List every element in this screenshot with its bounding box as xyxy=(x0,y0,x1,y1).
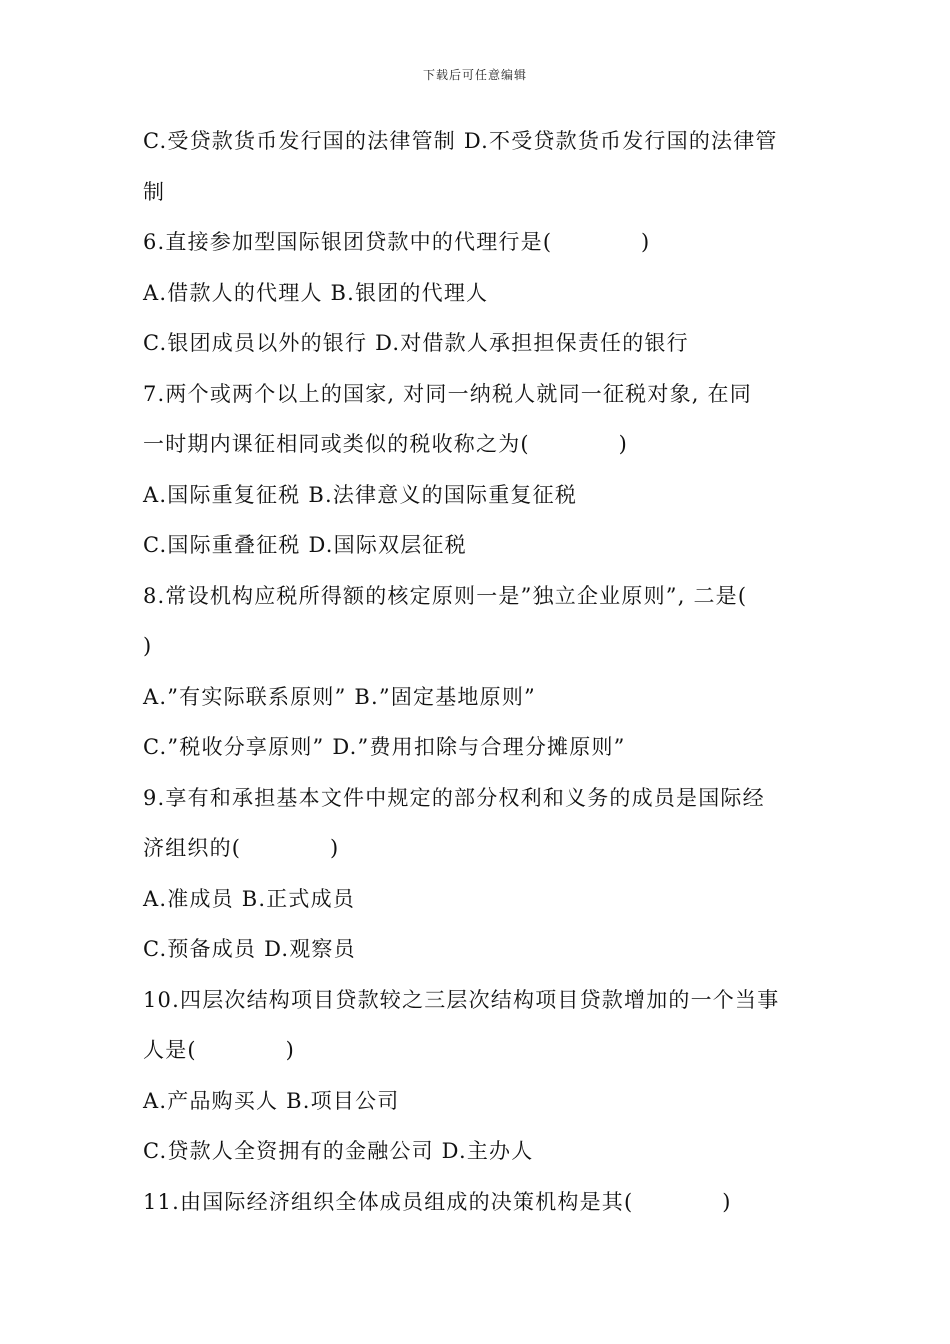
option-line: A.借款人的代理人 B.银团的代理人 xyxy=(143,280,489,305)
text-line: 济组织的( ) xyxy=(143,836,340,860)
text-line: 制 xyxy=(143,179,166,204)
option-line: A.准成员 B.正式成员 xyxy=(143,886,356,911)
text-line: 人是( ) xyxy=(143,1038,295,1062)
question-8: 8.常设机构应税所得额的核定原则一是”独立企业原则”, 二是( xyxy=(143,583,748,608)
option-line: C.预备成员 D.观察员 xyxy=(143,937,356,961)
question-11: 11.由国际经济组织全体成员组成的决策机构是其( ) xyxy=(143,1189,732,1214)
option-line: A.国际重复征税 B.法律意义的国际重复征税 xyxy=(143,482,578,507)
question-10: 10.四层次结构项目贷款较之三层次结构项目贷款增加的一个当事 xyxy=(143,987,780,1012)
text-line: C.受贷款货币发行国的法律管制 D.不受贷款货币发行国的法律管 xyxy=(143,129,778,153)
option-line: C.银团成员以外的银行 D.对借款人承担担保责任的银行 xyxy=(143,331,689,355)
text-line: 一时期内课征相同或类似的税收称之为( ) xyxy=(143,432,628,456)
option-line: C.国际重叠征税 D.国际双层征税 xyxy=(143,533,467,557)
page-header: 下载后可任意编辑 xyxy=(422,68,527,82)
question-6: 6.直接参加型国际银团贷款中的代理行是( ) xyxy=(143,230,651,254)
question-7: 7.两个或两个以上的国家, 对同一纳税人就同一征税对象, 在同 xyxy=(143,381,752,406)
option-line: A.产品购买人 B.项目公司 xyxy=(143,1088,400,1113)
document-body xyxy=(143,116,813,1227)
option-line: C.贷款人全资拥有的金融公司 D.主办人 xyxy=(143,1139,534,1163)
option-line: C.”税收分享原则” D.”费用扣除与合理分摊原则” xyxy=(143,735,626,759)
text-line: ) xyxy=(143,634,153,658)
option-line: A.”有实际联系原则” B.”固定基地原则” xyxy=(143,684,536,709)
question-9: 9.享有和承担基本文件中规定的部分权利和义务的成员是国际经 xyxy=(143,785,765,810)
